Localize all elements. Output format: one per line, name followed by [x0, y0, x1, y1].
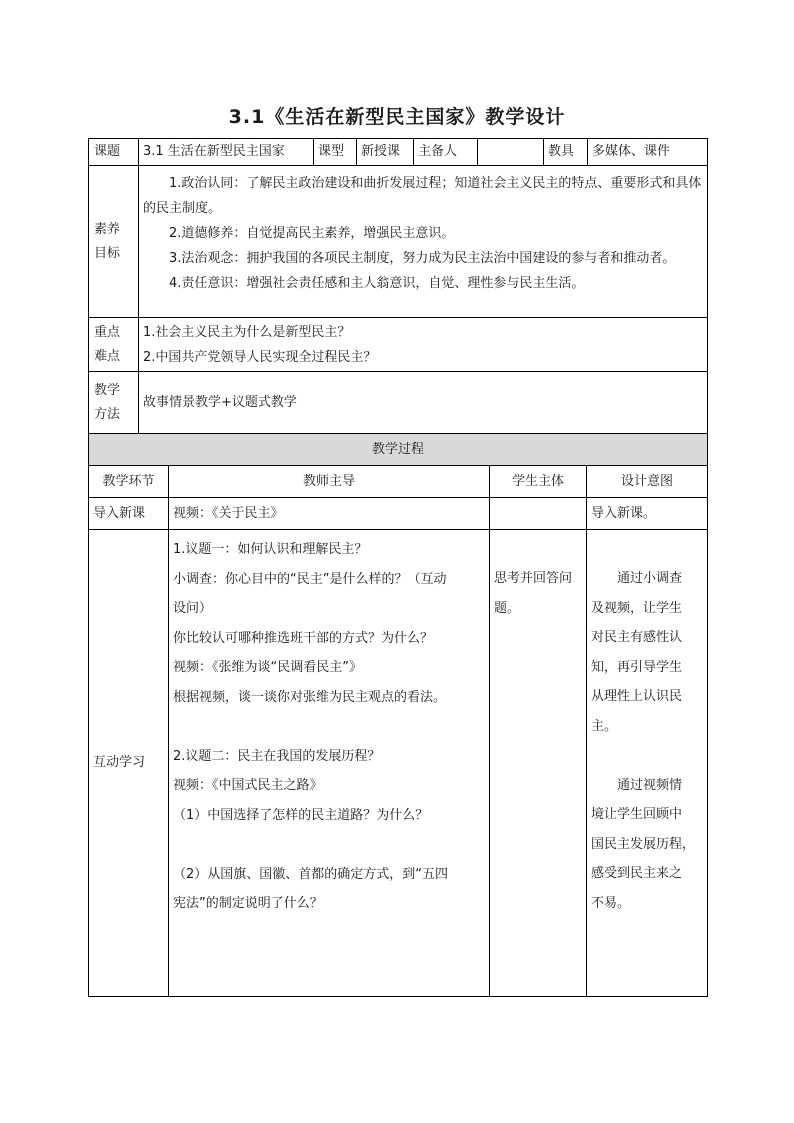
key-points-content	[139, 318, 708, 372]
type-label: 课型	[314, 139, 357, 166]
type-value: 新授课	[357, 139, 414, 166]
method-label-line1: 教学	[94, 382, 121, 398]
preparer-value	[478, 139, 544, 166]
literacy-content	[139, 166, 708, 318]
intro-teacher: 视频：《关于民主》	[169, 498, 490, 530]
literacy-label-line2: 目标	[94, 245, 121, 261]
intent-line: 知，再引导学生	[591, 659, 683, 675]
teacher-line: 你比较认可哪种推选班干部的方式？为什么？	[173, 630, 434, 646]
literacy-row	[89, 166, 708, 318]
literacy-label-line1: 素养	[94, 221, 121, 237]
intent-line: 国民主发展历程，	[591, 836, 696, 852]
literacy-label	[89, 166, 139, 318]
intro-student	[490, 498, 587, 530]
key-point-item: 1.社会主义民主为什么是新型民主？	[143, 324, 351, 340]
header-student: 学生主体	[490, 466, 587, 498]
interactive-stage: 互动学习	[89, 530, 169, 997]
teacher-line: （2）从国旗、国徽、首都的确定方式，到“五四	[173, 866, 449, 882]
method-label-line2: 方法	[94, 406, 121, 422]
key-points-row	[89, 318, 708, 372]
interactive-teacher	[169, 530, 490, 997]
intent-line: 感受到民主来之	[591, 866, 683, 881]
topic-value: 3.1 生活在新型民主国家	[139, 139, 314, 166]
tools-label: 教具	[544, 139, 588, 166]
tools-value: 多媒体、课件	[588, 139, 708, 166]
intent-line: 及视频，让学生	[591, 600, 683, 616]
key-points-label	[89, 318, 139, 372]
interactive-student	[490, 530, 587, 997]
teacher-line: 1.议题一：如何认识和理解民主？	[173, 542, 368, 557]
intro-intent: 导入新课。	[587, 498, 708, 530]
intent-line: 对民主有感性认	[591, 630, 683, 645]
student-line: 题。	[494, 600, 521, 616]
process-title: 教学过程	[89, 434, 708, 466]
header-stage: 教学环节	[89, 466, 169, 498]
process-header-row	[89, 466, 708, 498]
key-point-item: 2.中国共产党领导人民实现全过程民主？	[143, 349, 377, 365]
intro-stage: 导入新课	[89, 498, 169, 530]
process-title-row	[89, 434, 708, 466]
intent-line: 通过小调查	[617, 571, 683, 586]
header-intent: 设计意图	[587, 466, 708, 498]
literacy-item: 4.责任意识：增强社会责任感和主人翁意识，自觉、理性参与民主生活。	[169, 276, 585, 291]
teaching-process-table	[88, 433, 708, 997]
page-title: 3.1《生活在新型民主国家》教学设计	[228, 106, 566, 128]
teacher-line: 根据视频，谈一谈你对张维为民主观点的看法。	[173, 689, 447, 705]
teacher-line	[173, 712, 485, 742]
teacher-line: 2.议题二：民主在我国的发展历程？	[173, 748, 381, 764]
literacy-item: 3.法治观念：拥护我国的各项民主制度，努力成为民主法治中国建设的参与者和推动者。	[169, 251, 676, 266]
interactive-intent	[587, 530, 708, 997]
intent-line: 不易。	[591, 895, 631, 911]
literacy-item: 2.道德修养：自觉提高民主素养，增强民主意识。	[169, 226, 455, 241]
method-row	[89, 372, 708, 434]
teacher-line: 小调查：你心目中的“民主”是什么样的？（互动	[173, 571, 447, 587]
literacy-item: 1.政治认同：了解民主政治建设和曲折发展过程；知道社会主义民主的特点、重要形式和具体的民主制度。	[143, 176, 702, 216]
teacher-line: 视频：《中国式民主之路》	[173, 778, 323, 793]
teacher-line: （1）中国选择了怎样的民主道路？为什么？	[173, 807, 429, 823]
intent-line: 境让学生回顾中	[591, 807, 683, 822]
method-label	[89, 372, 139, 434]
teacher-line: 宪法”的制定说明了什么？	[173, 896, 323, 911]
intent-line: 通过视频情	[617, 777, 683, 793]
intent-line: 主。	[591, 718, 618, 734]
header-teacher: 教师主导	[169, 466, 490, 498]
student-line: 思考并回答问	[494, 571, 573, 586]
intent-line: 从理性上认识民	[591, 689, 683, 704]
preparer-label: 主备人	[414, 139, 478, 166]
intro-row	[89, 498, 708, 530]
teacher-line	[173, 830, 485, 860]
teacher-line: 视频：《张维为谈“民调看民主”》	[173, 660, 362, 675]
lesson-info-table	[88, 138, 708, 434]
intent-line	[591, 741, 703, 771]
method-value: 故事情景教学+议题式教学	[139, 372, 708, 434]
interactive-row	[89, 530, 708, 997]
key-points-label-line2: 难点	[94, 348, 121, 364]
topic-label: 课题	[89, 139, 139, 166]
header-row	[89, 139, 708, 166]
key-points-label-line1: 重点	[94, 324, 121, 340]
teacher-line: 设问）	[173, 601, 213, 616]
